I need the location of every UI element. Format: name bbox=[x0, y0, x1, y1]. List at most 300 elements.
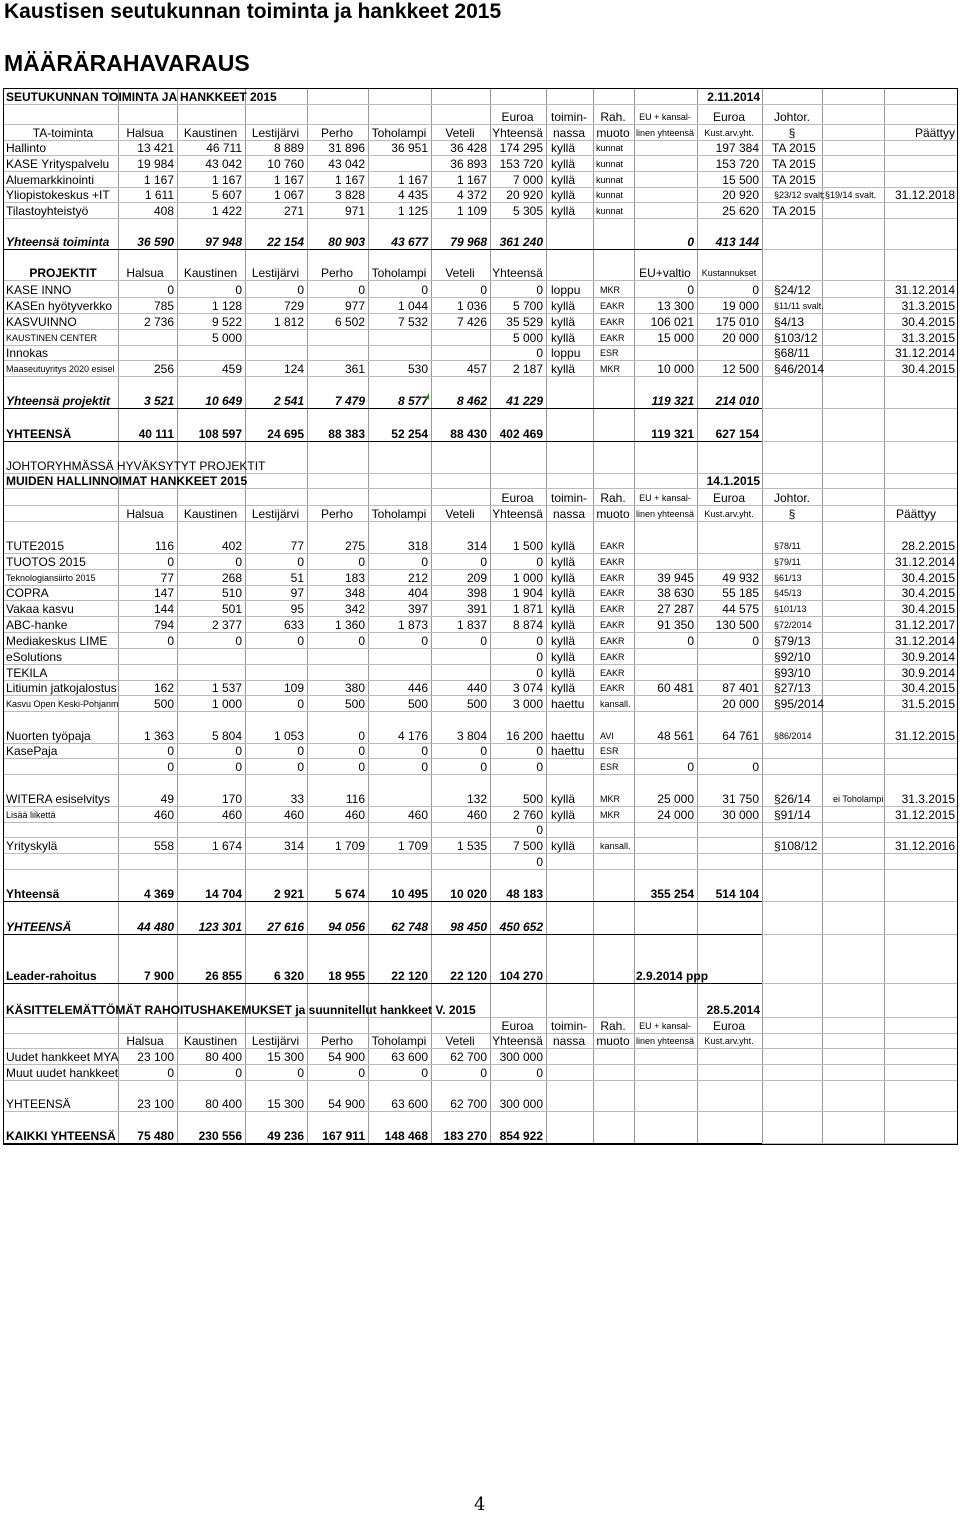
table-cell: TA-toiminta bbox=[32, 126, 94, 140]
table-cell: 20 920 bbox=[722, 188, 759, 202]
table-cell: 30.9.2014 bbox=[901, 666, 955, 680]
table-cell: EAKR bbox=[600, 683, 625, 693]
table-cell: Halsua bbox=[126, 266, 164, 280]
table-cell: 1 167 bbox=[334, 173, 365, 187]
table-cell: 10 649 bbox=[205, 394, 242, 408]
table-cell: 0 bbox=[167, 744, 174, 758]
table-cell: Yhteensä bbox=[492, 507, 543, 521]
table-cell: 14 704 bbox=[205, 887, 242, 901]
table-cell: haettu bbox=[551, 729, 585, 743]
table-cell: 31.3.2015 bbox=[901, 792, 955, 806]
table-cell: 144 bbox=[153, 602, 174, 616]
table-cell: 500 bbox=[522, 792, 543, 806]
table-cell: 63 600 bbox=[391, 1097, 428, 1111]
table-cell: Perho bbox=[320, 1034, 354, 1048]
table-cell: kunnat bbox=[596, 159, 624, 169]
table-cell: 80 400 bbox=[205, 1097, 242, 1111]
table-cell: 15 300 bbox=[267, 1097, 304, 1111]
table-cell: Päättyy bbox=[895, 507, 936, 521]
table-cell: 35 529 bbox=[506, 315, 543, 329]
table-cell: §11/11 svalt. bbox=[774, 301, 824, 311]
total-row-border bbox=[4, 983, 762, 984]
table-cell: SEUTUKUNNAN TOIMINTA JA HANKKEET 2015 bbox=[6, 90, 277, 104]
table-cell: §78/11 bbox=[774, 541, 801, 551]
table-cell: 153 720 bbox=[499, 157, 543, 171]
table-cell: 0 bbox=[358, 744, 365, 758]
total-row-border bbox=[4, 934, 762, 935]
table-cell: PROJEKTIT bbox=[29, 266, 97, 280]
table-cell: 5 000 bbox=[211, 331, 242, 345]
grid-row-line bbox=[4, 505, 957, 506]
table-cell: 0 bbox=[358, 729, 365, 743]
table-cell: EAKR bbox=[600, 620, 625, 630]
table-cell: 6 320 bbox=[273, 969, 304, 983]
table-cell: 3 828 bbox=[334, 188, 365, 202]
table-cell: 440 bbox=[466, 681, 487, 695]
page-number: 4 bbox=[474, 1494, 486, 1515]
table-cell: 15 500 bbox=[722, 173, 759, 187]
table-cell: 43 042 bbox=[205, 157, 242, 171]
table-cell: 24 000 bbox=[657, 808, 694, 822]
table-cell: EAKR bbox=[600, 557, 625, 567]
table-cell: 130 500 bbox=[715, 618, 759, 632]
table-cell: 0 bbox=[536, 823, 543, 837]
table-cell: 10 000 bbox=[657, 362, 694, 376]
table-cell: Yhteensä projektit bbox=[6, 394, 111, 408]
grid-row-line bbox=[4, 104, 957, 105]
table-cell: TA 2015 bbox=[772, 204, 816, 218]
table-cell: MKR bbox=[600, 364, 620, 374]
table-cell: 398 bbox=[466, 586, 487, 600]
grid-row-line bbox=[4, 488, 957, 489]
table-cell: 8 889 bbox=[273, 141, 304, 155]
table-cell: 1 535 bbox=[456, 839, 487, 853]
table-cell: kyllä bbox=[551, 666, 576, 680]
table-cell: 183 270 bbox=[443, 1129, 487, 1143]
table-cell: kyllä bbox=[551, 173, 576, 187]
table-cell: §79/13 bbox=[774, 634, 811, 648]
table-cell: 1 125 bbox=[397, 204, 428, 218]
table-cell: 1 812 bbox=[273, 315, 304, 329]
table-cell: KÄSITTELEMÄTTÖMÄT RAHOITUSHAKEMUKSET ja suunnitellut hankkeet V. 2015 bbox=[6, 1003, 476, 1017]
table-cell: 460 bbox=[344, 808, 365, 822]
table-cell: Yhteensä bbox=[492, 266, 543, 280]
table-cell: 63 600 bbox=[391, 1050, 428, 1064]
table-cell: Toholampi bbox=[371, 266, 427, 280]
table-cell: 1 109 bbox=[456, 204, 487, 218]
table-cell: 0 bbox=[421, 760, 428, 774]
table-cell: linen yhteensä bbox=[635, 128, 695, 138]
table-cell: 460 bbox=[153, 808, 174, 822]
table-cell: 14.1.2015 bbox=[706, 474, 760, 488]
table-cell: 633 bbox=[283, 618, 304, 632]
table-cell: EU + kansal- bbox=[639, 493, 691, 503]
table-cell: nassa bbox=[552, 1034, 586, 1048]
table-cell: 46 711 bbox=[206, 141, 242, 155]
table-cell: 77 bbox=[160, 571, 174, 585]
table-cell: 1 674 bbox=[211, 839, 242, 853]
table-cell: 62 700 bbox=[450, 1097, 487, 1111]
table-cell: 62 700 bbox=[450, 1050, 487, 1064]
table-cell: JOHTORYHMÄSSÄ HYVÄKSYTYT PROJEKTIT bbox=[6, 459, 266, 473]
table-cell: Lestijärvi bbox=[251, 126, 300, 140]
table-cell: §108/12 bbox=[774, 839, 818, 853]
table-cell: 31 750 bbox=[722, 792, 759, 806]
table-cell: 64 761 bbox=[722, 729, 759, 743]
table-cell: 174 295 bbox=[499, 141, 543, 155]
table-cell: 0 bbox=[297, 634, 304, 648]
table-cell: WITERA esiselvitys bbox=[6, 792, 111, 806]
table-cell: Yhteensä bbox=[492, 1034, 543, 1048]
table-cell: Euroa bbox=[501, 1019, 534, 1033]
table-cell: 31.12.2016 bbox=[894, 839, 955, 853]
table-cell: TA 2015 bbox=[772, 141, 816, 155]
table-cell: 88 430 bbox=[450, 427, 487, 441]
table-cell: Lestijärvi bbox=[251, 266, 300, 280]
table-cell: Rah. bbox=[600, 1019, 626, 1033]
table-cell: 31.12.2014 bbox=[894, 634, 955, 648]
table-cell: 971 bbox=[344, 204, 365, 218]
table-cell: 397 bbox=[407, 602, 428, 616]
table-cell: §45/13 bbox=[774, 588, 802, 598]
table-cell: 446 bbox=[407, 681, 428, 695]
table-cell: kansall. bbox=[600, 699, 631, 709]
table-cell: 0 bbox=[358, 555, 365, 569]
table-cell: Teknologiansiirto 2015 bbox=[6, 573, 96, 583]
table-cell: 0 bbox=[297, 283, 304, 297]
table-cell: 1 000 bbox=[211, 697, 242, 711]
table-cell: 0 bbox=[358, 634, 365, 648]
table-cell: kyllä bbox=[551, 188, 576, 202]
table-cell: 26 855 bbox=[205, 969, 242, 983]
table-cell: 500 bbox=[153, 697, 174, 711]
table-cell: 2 541 bbox=[273, 394, 304, 408]
table-cell: 0 bbox=[167, 1066, 174, 1080]
table-cell: 785 bbox=[153, 299, 174, 313]
table-cell: 214 010 bbox=[715, 394, 759, 408]
table-cell: Toholampi bbox=[371, 507, 427, 521]
table-cell: linen yhteensä bbox=[635, 509, 695, 519]
table-cell: §93/10 bbox=[774, 666, 811, 680]
table-cell: 4 176 bbox=[397, 729, 428, 743]
table-cell: TUTE2015 bbox=[6, 539, 65, 553]
table-cell: 0 bbox=[536, 283, 543, 297]
table-cell: 33 bbox=[290, 792, 304, 806]
grid-row-line bbox=[4, 632, 957, 633]
table-cell: Yrityskylä bbox=[6, 839, 58, 853]
table-cell: 48 183 bbox=[506, 887, 543, 901]
table-cell: 1 167 bbox=[456, 173, 487, 187]
table-cell: 153 720 bbox=[715, 157, 759, 171]
table-cell: eSolutions bbox=[6, 650, 63, 664]
table-cell: Halsua bbox=[126, 507, 164, 521]
document-subtitle: MÄÄRÄRAHAVARAUS bbox=[4, 50, 250, 76]
table-cell: 0 bbox=[480, 1066, 487, 1080]
table-cell: kyllä bbox=[551, 331, 576, 345]
table-cell: 0 bbox=[480, 555, 487, 569]
table-cell: 43 677 bbox=[391, 235, 428, 249]
table-cell: EU + kansal- bbox=[639, 112, 691, 122]
table-cell: 25 620 bbox=[722, 204, 759, 218]
table-cell: MKR bbox=[600, 810, 620, 820]
grid-row-line bbox=[4, 171, 957, 172]
table-cell: Toholampi bbox=[371, 1034, 427, 1048]
table-cell: §24/12 bbox=[774, 283, 811, 297]
table-cell: 0 bbox=[297, 555, 304, 569]
table-cell: kunnat bbox=[596, 206, 624, 216]
table-cell: 6 502 bbox=[334, 315, 365, 329]
table-cell: 300 000 bbox=[499, 1050, 543, 1064]
table-cell: 8 462 bbox=[456, 394, 487, 408]
table-cell: 116 bbox=[345, 792, 365, 806]
grid-row-line bbox=[4, 553, 957, 554]
table-cell: kunnat bbox=[596, 175, 624, 185]
table-cell: 0 bbox=[480, 760, 487, 774]
table-cell: ESR bbox=[600, 746, 619, 756]
table-cell: 0 bbox=[167, 760, 174, 774]
table-cell: Perho bbox=[320, 126, 354, 140]
table-cell: 119 321 bbox=[651, 427, 694, 441]
table-cell: Kust.arv.yht. bbox=[704, 509, 754, 519]
table-cell: Kust.arv.yht. bbox=[704, 128, 754, 138]
table-cell: 124 bbox=[283, 362, 304, 376]
table-cell: 0 bbox=[752, 283, 759, 297]
table-cell: Halsua bbox=[126, 126, 164, 140]
table-cell: 0 bbox=[235, 634, 242, 648]
table-cell: 459 bbox=[221, 362, 242, 376]
table-cell: 212 bbox=[407, 571, 428, 585]
table-cell: 7 479 bbox=[334, 394, 365, 408]
table-cell: Euroa bbox=[712, 1019, 746, 1033]
table-cell: 20 920 bbox=[506, 188, 543, 202]
table-cell: 49 932 bbox=[722, 571, 759, 585]
table-cell: 2 921 bbox=[273, 887, 304, 901]
table-cell: 36 893 bbox=[450, 157, 487, 171]
table-cell: KASE INNO bbox=[6, 283, 72, 297]
table-cell: 501 bbox=[221, 602, 242, 616]
grid-row-line bbox=[4, 695, 957, 696]
table-cell: 5 607 bbox=[211, 188, 242, 202]
table-cell: 1 837 bbox=[456, 618, 487, 632]
grid-row-line bbox=[4, 218, 957, 219]
table-cell: 500 bbox=[344, 697, 365, 711]
table-cell: 94 056 bbox=[328, 920, 365, 934]
table-cell: §46/2014 bbox=[774, 362, 825, 376]
table-cell: §103/12 bbox=[774, 331, 818, 345]
table-cell: 7 532 bbox=[397, 315, 428, 329]
table-cell: 31.12.2014 bbox=[894, 283, 955, 297]
table-cell: muoto bbox=[596, 507, 630, 521]
table-cell: 977 bbox=[344, 299, 365, 313]
grid-row-line bbox=[4, 202, 957, 203]
table-cell: 500 bbox=[407, 697, 428, 711]
table-cell: 20 000 bbox=[722, 331, 759, 345]
table-cell: Johtor. bbox=[773, 110, 811, 124]
table-cell: 460 bbox=[466, 808, 487, 822]
table-cell: 404 bbox=[407, 586, 428, 600]
table-cell: 54 900 bbox=[328, 1050, 365, 1064]
table-cell: 209 bbox=[466, 571, 487, 585]
table-cell: 1 363 bbox=[143, 729, 174, 743]
table-cell: 52 254 bbox=[391, 427, 428, 441]
table-cell: 0 bbox=[480, 634, 487, 648]
table-cell: 36 428 bbox=[450, 141, 487, 155]
table-cell: 23 100 bbox=[137, 1097, 174, 1111]
table-cell: §101/13 bbox=[774, 604, 807, 614]
table-cell: 361 bbox=[344, 362, 365, 376]
table-cell: kyllä bbox=[551, 792, 576, 806]
table-cell: 5 700 bbox=[512, 299, 543, 313]
table-cell: 15 300 bbox=[267, 1050, 304, 1064]
table-cell: 0 bbox=[421, 1066, 428, 1080]
table-cell: toimin- bbox=[550, 491, 587, 505]
table-cell: 77 bbox=[290, 539, 304, 553]
table-cell: 31.3.2015 bbox=[901, 331, 955, 345]
table-cell: Lisää liikettä bbox=[6, 810, 56, 820]
table-cell: §68/11 bbox=[774, 346, 810, 360]
table-cell: 0 bbox=[752, 634, 759, 648]
table-cell: 55 185 bbox=[722, 586, 759, 600]
table-cell: 2.9.2014 ppp bbox=[636, 969, 709, 983]
table-cell: kunnat bbox=[596, 143, 624, 153]
table-cell: 408 bbox=[153, 204, 174, 218]
table-cell: Aluemarkkinointi bbox=[6, 173, 95, 187]
table-cell: 170 bbox=[221, 792, 242, 806]
table-cell: 0 bbox=[421, 555, 428, 569]
table-cell: 1 044 bbox=[397, 299, 428, 313]
table-cell: 0 bbox=[536, 634, 543, 648]
table-cell: kyllä bbox=[551, 539, 576, 553]
table-cell: MKR bbox=[600, 285, 620, 295]
table-cell: 0 bbox=[536, 744, 543, 758]
table-cell: loppu bbox=[551, 283, 581, 297]
table-cell: 558 bbox=[153, 839, 174, 853]
table-cell: 854 922 bbox=[499, 1129, 543, 1143]
table-cell: 0 bbox=[687, 634, 694, 648]
table-cell: 19 000 bbox=[722, 299, 759, 313]
table-cell: 30.9.2014 bbox=[901, 650, 955, 664]
table-cell: 1 053 bbox=[273, 729, 304, 743]
grid-row-line bbox=[4, 758, 957, 759]
table-cell: §91/14 bbox=[774, 808, 811, 822]
table-cell: Kaustinen bbox=[183, 266, 238, 280]
table-cell: Tilastoyhteistyö bbox=[6, 204, 89, 218]
table-cell: kansall. bbox=[600, 841, 631, 851]
table-cell: Veteli bbox=[445, 266, 475, 280]
table-cell: toimin- bbox=[550, 1019, 587, 1033]
table-cell: 49 236 bbox=[267, 1129, 304, 1143]
table-cell: 0 bbox=[358, 1066, 365, 1080]
table-cell: 31.12.2015 bbox=[894, 729, 955, 743]
table-cell: 275 bbox=[344, 539, 365, 553]
table-cell: 0 bbox=[536, 555, 543, 569]
table-cell: 40 111 bbox=[138, 427, 174, 441]
table-cell: EAKR bbox=[600, 636, 625, 646]
table-cell: 79 968 bbox=[450, 235, 487, 249]
grid-row-line bbox=[4, 869, 957, 870]
table-cell: §72/2014 bbox=[774, 620, 812, 630]
grid-row-line bbox=[4, 313, 957, 314]
grid-row-line bbox=[4, 664, 957, 665]
table-cell: TEKILA bbox=[6, 666, 48, 680]
table-cell: 0 bbox=[358, 760, 365, 774]
table-cell: KAIKKI YHTEENSÄ bbox=[6, 1129, 116, 1143]
grid-row-line bbox=[4, 853, 957, 854]
grid-row-line bbox=[4, 1111, 957, 1112]
table-cell: linen yhteensä bbox=[635, 1036, 695, 1046]
table-cell: 300 000 bbox=[499, 1097, 543, 1111]
table-cell: 1 000 bbox=[512, 571, 543, 585]
table-cell: 30.4.2015 bbox=[901, 362, 955, 376]
table-cell: Euroa bbox=[712, 491, 746, 505]
table-cell: 1 167 bbox=[397, 173, 428, 187]
table-cell: kunnat bbox=[596, 190, 624, 200]
table-cell: 1 128 bbox=[211, 299, 242, 313]
table-cell: Veteli bbox=[445, 126, 475, 140]
table-cell: EAKR bbox=[600, 541, 625, 551]
table-cell: 148 468 bbox=[384, 1129, 428, 1143]
table-cell: Euroa bbox=[501, 491, 534, 505]
table-cell: 0 bbox=[687, 760, 694, 774]
table-cell: 1 537 bbox=[211, 681, 242, 695]
table-cell: 342 bbox=[344, 602, 365, 616]
table-cell: ABC-hanke bbox=[6, 618, 68, 632]
table-cell: EU + kansal- bbox=[639, 1021, 691, 1031]
table-cell: 8 874 bbox=[512, 618, 543, 632]
table-cell: §4/13 bbox=[774, 315, 805, 329]
table-cell: EAKR bbox=[600, 333, 625, 343]
table-cell: 97 bbox=[290, 586, 304, 600]
total-row-border bbox=[4, 249, 762, 250]
table-cell: 0 bbox=[536, 760, 543, 774]
table-cell: 97 948 bbox=[205, 235, 242, 249]
table-cell: 2 377 bbox=[211, 618, 242, 632]
table-cell: Johtor. bbox=[773, 491, 811, 505]
table-cell: 175 010 bbox=[715, 315, 759, 329]
table-cell: §27/13 bbox=[774, 681, 811, 695]
table-cell: 108 597 bbox=[198, 427, 242, 441]
table-cell: TUOTOS 2015 bbox=[6, 555, 86, 569]
table-cell: 80 400 bbox=[205, 1050, 242, 1064]
table-cell: MKR bbox=[600, 794, 620, 804]
table-cell: 20 000 bbox=[722, 697, 759, 711]
table-cell: kyllä bbox=[551, 571, 576, 585]
table-cell: kyllä bbox=[551, 299, 576, 313]
table-cell: 25 000 bbox=[657, 792, 694, 806]
table-cell: § bbox=[788, 507, 796, 521]
table-cell: 4 372 bbox=[456, 188, 487, 202]
grid-row-line bbox=[4, 711, 957, 712]
table-cell: ESR bbox=[600, 348, 619, 358]
table-cell: 3 804 bbox=[456, 729, 487, 743]
table-cell: 10 495 bbox=[391, 887, 428, 901]
table-cell: 106 021 bbox=[650, 315, 694, 329]
table-cell: kyllä bbox=[551, 362, 576, 376]
table-cell: 1 500 bbox=[512, 539, 543, 553]
table-cell: Lestijärvi bbox=[251, 507, 300, 521]
table-cell: 0 bbox=[536, 855, 543, 869]
table-cell: Innokas bbox=[6, 346, 49, 360]
table-cell: 104 270 bbox=[499, 969, 543, 983]
table-cell: 361 240 bbox=[499, 235, 543, 249]
table-cell: 0 bbox=[536, 666, 543, 680]
table-cell: §95/2014 bbox=[774, 697, 825, 711]
table-cell: 7 426 bbox=[456, 315, 487, 329]
table-cell: ei Toholampi bbox=[833, 794, 884, 804]
table-cell: 36 951 bbox=[391, 141, 428, 155]
grid-row-line bbox=[4, 822, 957, 823]
table-cell: 31.12.2017 bbox=[894, 618, 955, 632]
